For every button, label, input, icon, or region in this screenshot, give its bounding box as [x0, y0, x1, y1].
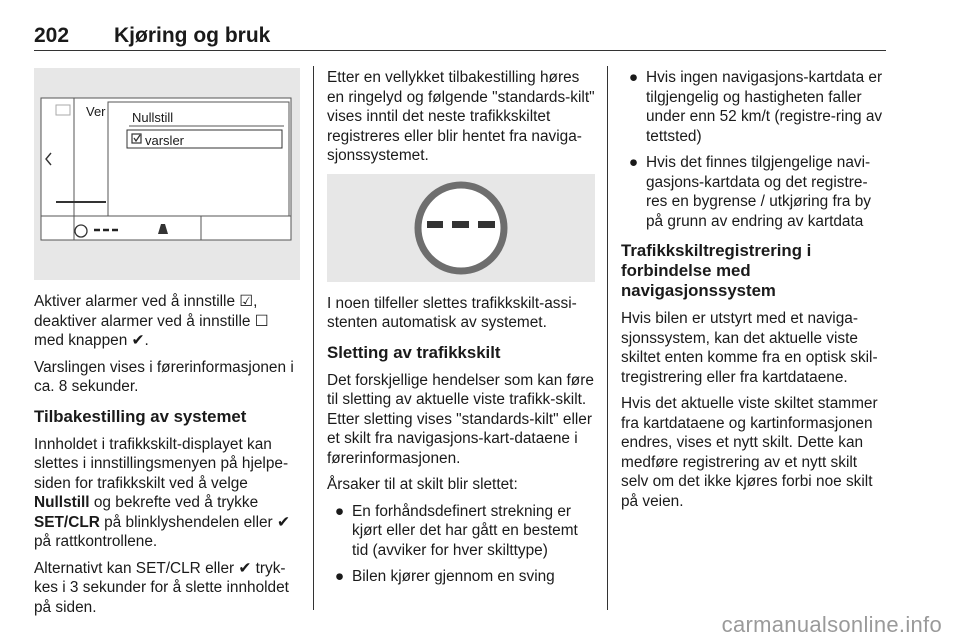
paragraph: Hvis det aktuelle viste skiltet stammer fra kartdataene og kartinformasjonen endres, vises et nytt skilt. Dette kan medføre registrering av et nytt skilt selv om det ikke kjøres forbi noe skilt på veien.	[621, 395, 878, 510]
display-tab-label: Ver	[86, 104, 106, 119]
paragraph: Hvis bilen er utstyrt med et naviga-sjonssystem, kan det aktuelle viste skiltet enten komme fra en optisk skil-tregistrering eller fra kartdataene.	[621, 310, 878, 386]
paragraph: Innholdet i trafikkskilt-displayet kan slettes i innstillingsmenyen på hjelpe-siden for trafikkskilt ved å velge Nullstill og bekrefte ved å trykke SET/CLR på blinklyshendelen eller ✔ på rattkontrollene.	[34, 435, 290, 550]
instrument-display-drawing	[34, 68, 300, 280]
bold-term: Nullstill	[34, 494, 90, 511]
column-1	[34, 68, 300, 624]
paragraph: Etter en vellykket tilbakestilling høres en ringelyd og følgende "standards-kilt" vises inntil det neste trafikkskiltet registreres eller blir hentet fra naviga-sjonssystemet.	[327, 69, 595, 164]
list-item: ● Hvis det finnes tilgjengelige navi-gasjons-kartdata og det registre-res en bygrense / utkjøring fra by på grunn av endring av kartdata	[621, 153, 887, 231]
display-option-label: varsler	[145, 133, 185, 148]
bullet-icon: ●	[628, 69, 639, 86]
bullet-icon: ●	[628, 154, 639, 171]
watermark: carmanualsonline.info	[721, 612, 942, 637]
paragraph: Årsaker til at skilt blir slettet:	[327, 476, 518, 493]
standard-sign-illustration	[327, 174, 595, 282]
bullet-icon: ●	[334, 502, 345, 520]
paragraph: Varslingen vises i førerinformasjonen i ca. 8 sekunder.	[34, 358, 294, 395]
paragraph: Det forskjellige hendelser som kan føre til sletting av aktuelle viste trafikk-skilt. Etter sletting vises "standards-kilt" eller et skilt fra navigasjons-kart-dataene i førerinformasjonen.	[327, 371, 594, 467]
display-menu-title: Nullstill	[132, 110, 174, 125]
section-heading: Sletting av trafikkskilt	[327, 342, 501, 362]
chapter-title: Kjøring og bruk	[114, 24, 271, 47]
end-of-restriction-sign-icon	[327, 174, 595, 282]
column-3	[621, 68, 887, 518]
page-header	[34, 22, 886, 51]
section-heading: Trafikkskiltregistrering i forbindelse med navigasjonssystem	[621, 241, 812, 300]
list-item: ● Bilen kjører gjennom en sving	[327, 567, 595, 587]
list-item: ● Hvis ingen navigasjons-kartdata er tilgjengelig og hastigheten faller under enn 52 km/t (registre-ring av tettsted)	[621, 68, 887, 146]
bold-term: SET/CLR	[34, 513, 100, 531]
display-illustration	[34, 68, 300, 280]
paragraph: Aktiver alarmer ved å innstille ☑, deaktiver alarmer ved å innstille ☐ med knappen ✔.	[34, 293, 269, 349]
column-2	[327, 68, 595, 594]
column-divider	[313, 66, 314, 610]
list-item: ● En forhåndsdefinert strekning er kjørt eller det har gått en bestemt tid (avviker for hver skilttype)	[327, 502, 595, 561]
page-number: 202	[34, 24, 70, 47]
section-heading: Tilbakestilling av systemet	[34, 406, 247, 426]
paragraph: I noen tilfeller slettes trafikkskilt-assi-stenten automatisk av systemet.	[327, 294, 577, 331]
paragraph: Alternativt kan SET/CLR eller ✔ tryk-kes i 3 sekunder for å slette innholdet på siden.	[34, 559, 289, 616]
bullet-icon: ●	[334, 568, 345, 585]
column-divider	[607, 66, 608, 610]
